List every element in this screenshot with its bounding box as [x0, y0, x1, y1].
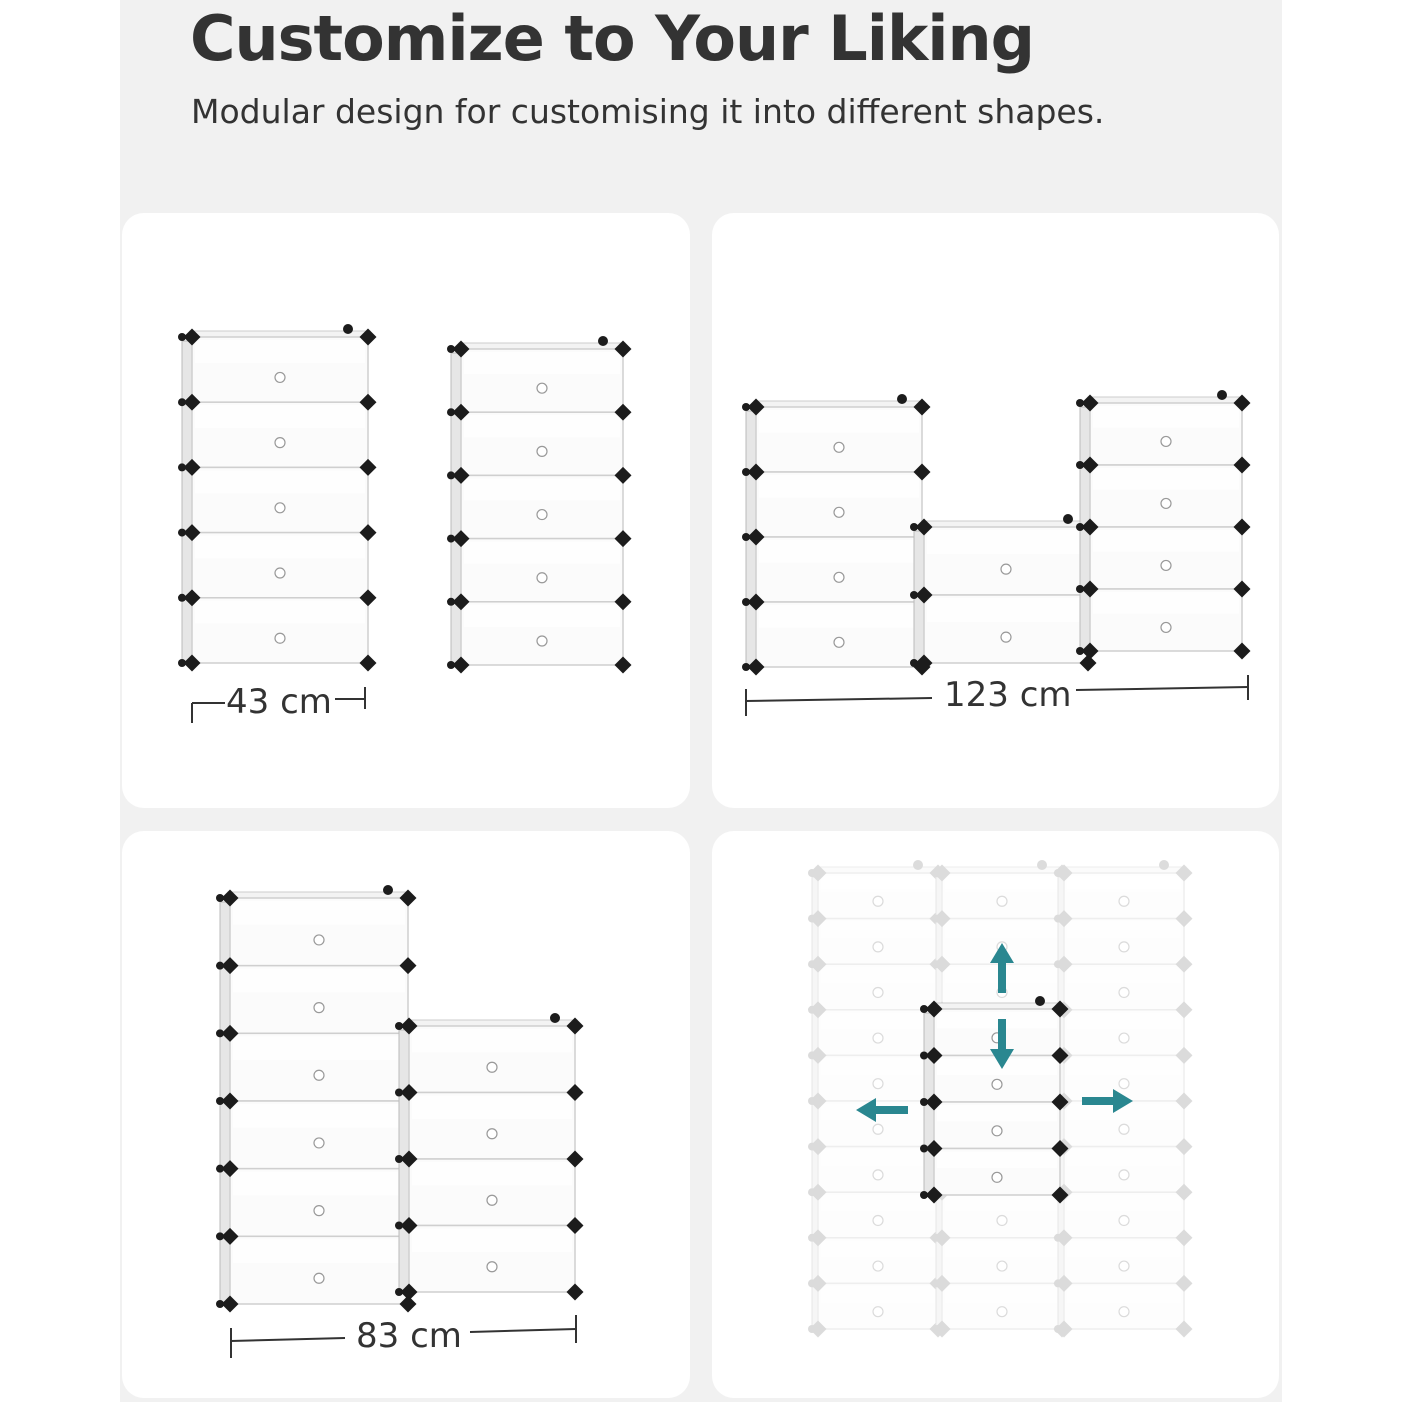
knob: [997, 1215, 1007, 1225]
knob: [1119, 1261, 1129, 1271]
l-shape-illustration: [122, 831, 690, 1398]
knob: [873, 1124, 883, 1134]
knob: [992, 1172, 1002, 1182]
knob: [834, 572, 844, 582]
cube-tower: [910, 514, 1096, 671]
cube-tower: [447, 336, 631, 673]
knob: [275, 503, 285, 513]
page-title: Customize to Your Liking: [190, 2, 1035, 75]
dimension-43cm: [192, 682, 365, 723]
knob: [537, 510, 547, 520]
knob: [1001, 632, 1011, 642]
knob: [314, 1070, 324, 1080]
knob: [314, 1138, 324, 1148]
knob: [314, 1206, 324, 1216]
knob: [1161, 622, 1171, 632]
knob: [992, 1079, 1002, 1089]
knob: [1119, 942, 1129, 952]
knob: [834, 442, 844, 452]
page-subtitle: Modular design for customising it into different shapes.: [191, 92, 1105, 131]
knob: [873, 987, 883, 997]
knob: [992, 1126, 1002, 1136]
knob: [314, 1273, 324, 1283]
knob: [873, 1307, 883, 1317]
dimension-label: 83 cm: [356, 1316, 462, 1356]
cube-tower: [178, 324, 376, 671]
knob: [537, 383, 547, 393]
knob: [997, 1261, 1007, 1271]
knob: [537, 636, 547, 646]
cube-tower: [216, 885, 416, 1312]
panel-expandable: [712, 831, 1279, 1398]
knob: [487, 1129, 497, 1139]
knob: [834, 637, 844, 647]
knob: [873, 942, 883, 952]
knob: [275, 438, 285, 448]
knob: [1161, 498, 1171, 508]
knob: [487, 1262, 497, 1272]
knob: [1001, 564, 1011, 574]
knob: [275, 372, 285, 382]
knob: [314, 935, 324, 945]
knob: [997, 1307, 1007, 1317]
dimension-123cm: [746, 675, 1248, 716]
knob: [873, 1261, 883, 1271]
two-towers-illustration: [122, 213, 690, 808]
knob: [873, 1215, 883, 1225]
knob: [1119, 1033, 1129, 1043]
cube-tower: [1076, 390, 1250, 659]
knob: [1161, 436, 1171, 446]
panel-l-shape: [122, 831, 690, 1398]
knob: [1119, 1170, 1129, 1180]
knob: [1161, 560, 1171, 570]
panel-u-shape: [712, 213, 1279, 808]
knob: [1119, 1215, 1129, 1225]
knob: [873, 1079, 883, 1089]
knob: [873, 896, 883, 906]
knob: [487, 1062, 497, 1072]
knob: [275, 633, 285, 643]
knob: [487, 1195, 497, 1205]
knob: [537, 446, 547, 456]
knob: [275, 568, 285, 578]
cube-tower: [395, 1013, 583, 1300]
knob: [1119, 1079, 1129, 1089]
dimension-83cm: [231, 1315, 576, 1358]
knob: [997, 896, 1007, 906]
dimension-label: 123 cm: [944, 675, 1072, 715]
dimension-label: 43 cm: [226, 682, 332, 722]
expandable-illustration: [712, 831, 1279, 1398]
cube-tower: [742, 394, 930, 675]
knob: [873, 1033, 883, 1043]
knob: [1119, 1307, 1129, 1317]
cube-tower: [920, 996, 1068, 1203]
knob: [537, 573, 547, 583]
u-shape-illustration: [712, 213, 1279, 808]
panel-two-towers: [122, 213, 690, 808]
knob: [314, 1003, 324, 1013]
knob: [1119, 896, 1129, 906]
knob: [1119, 1124, 1129, 1134]
knob: [873, 1170, 883, 1180]
knob: [1119, 987, 1129, 997]
knob: [834, 507, 844, 517]
